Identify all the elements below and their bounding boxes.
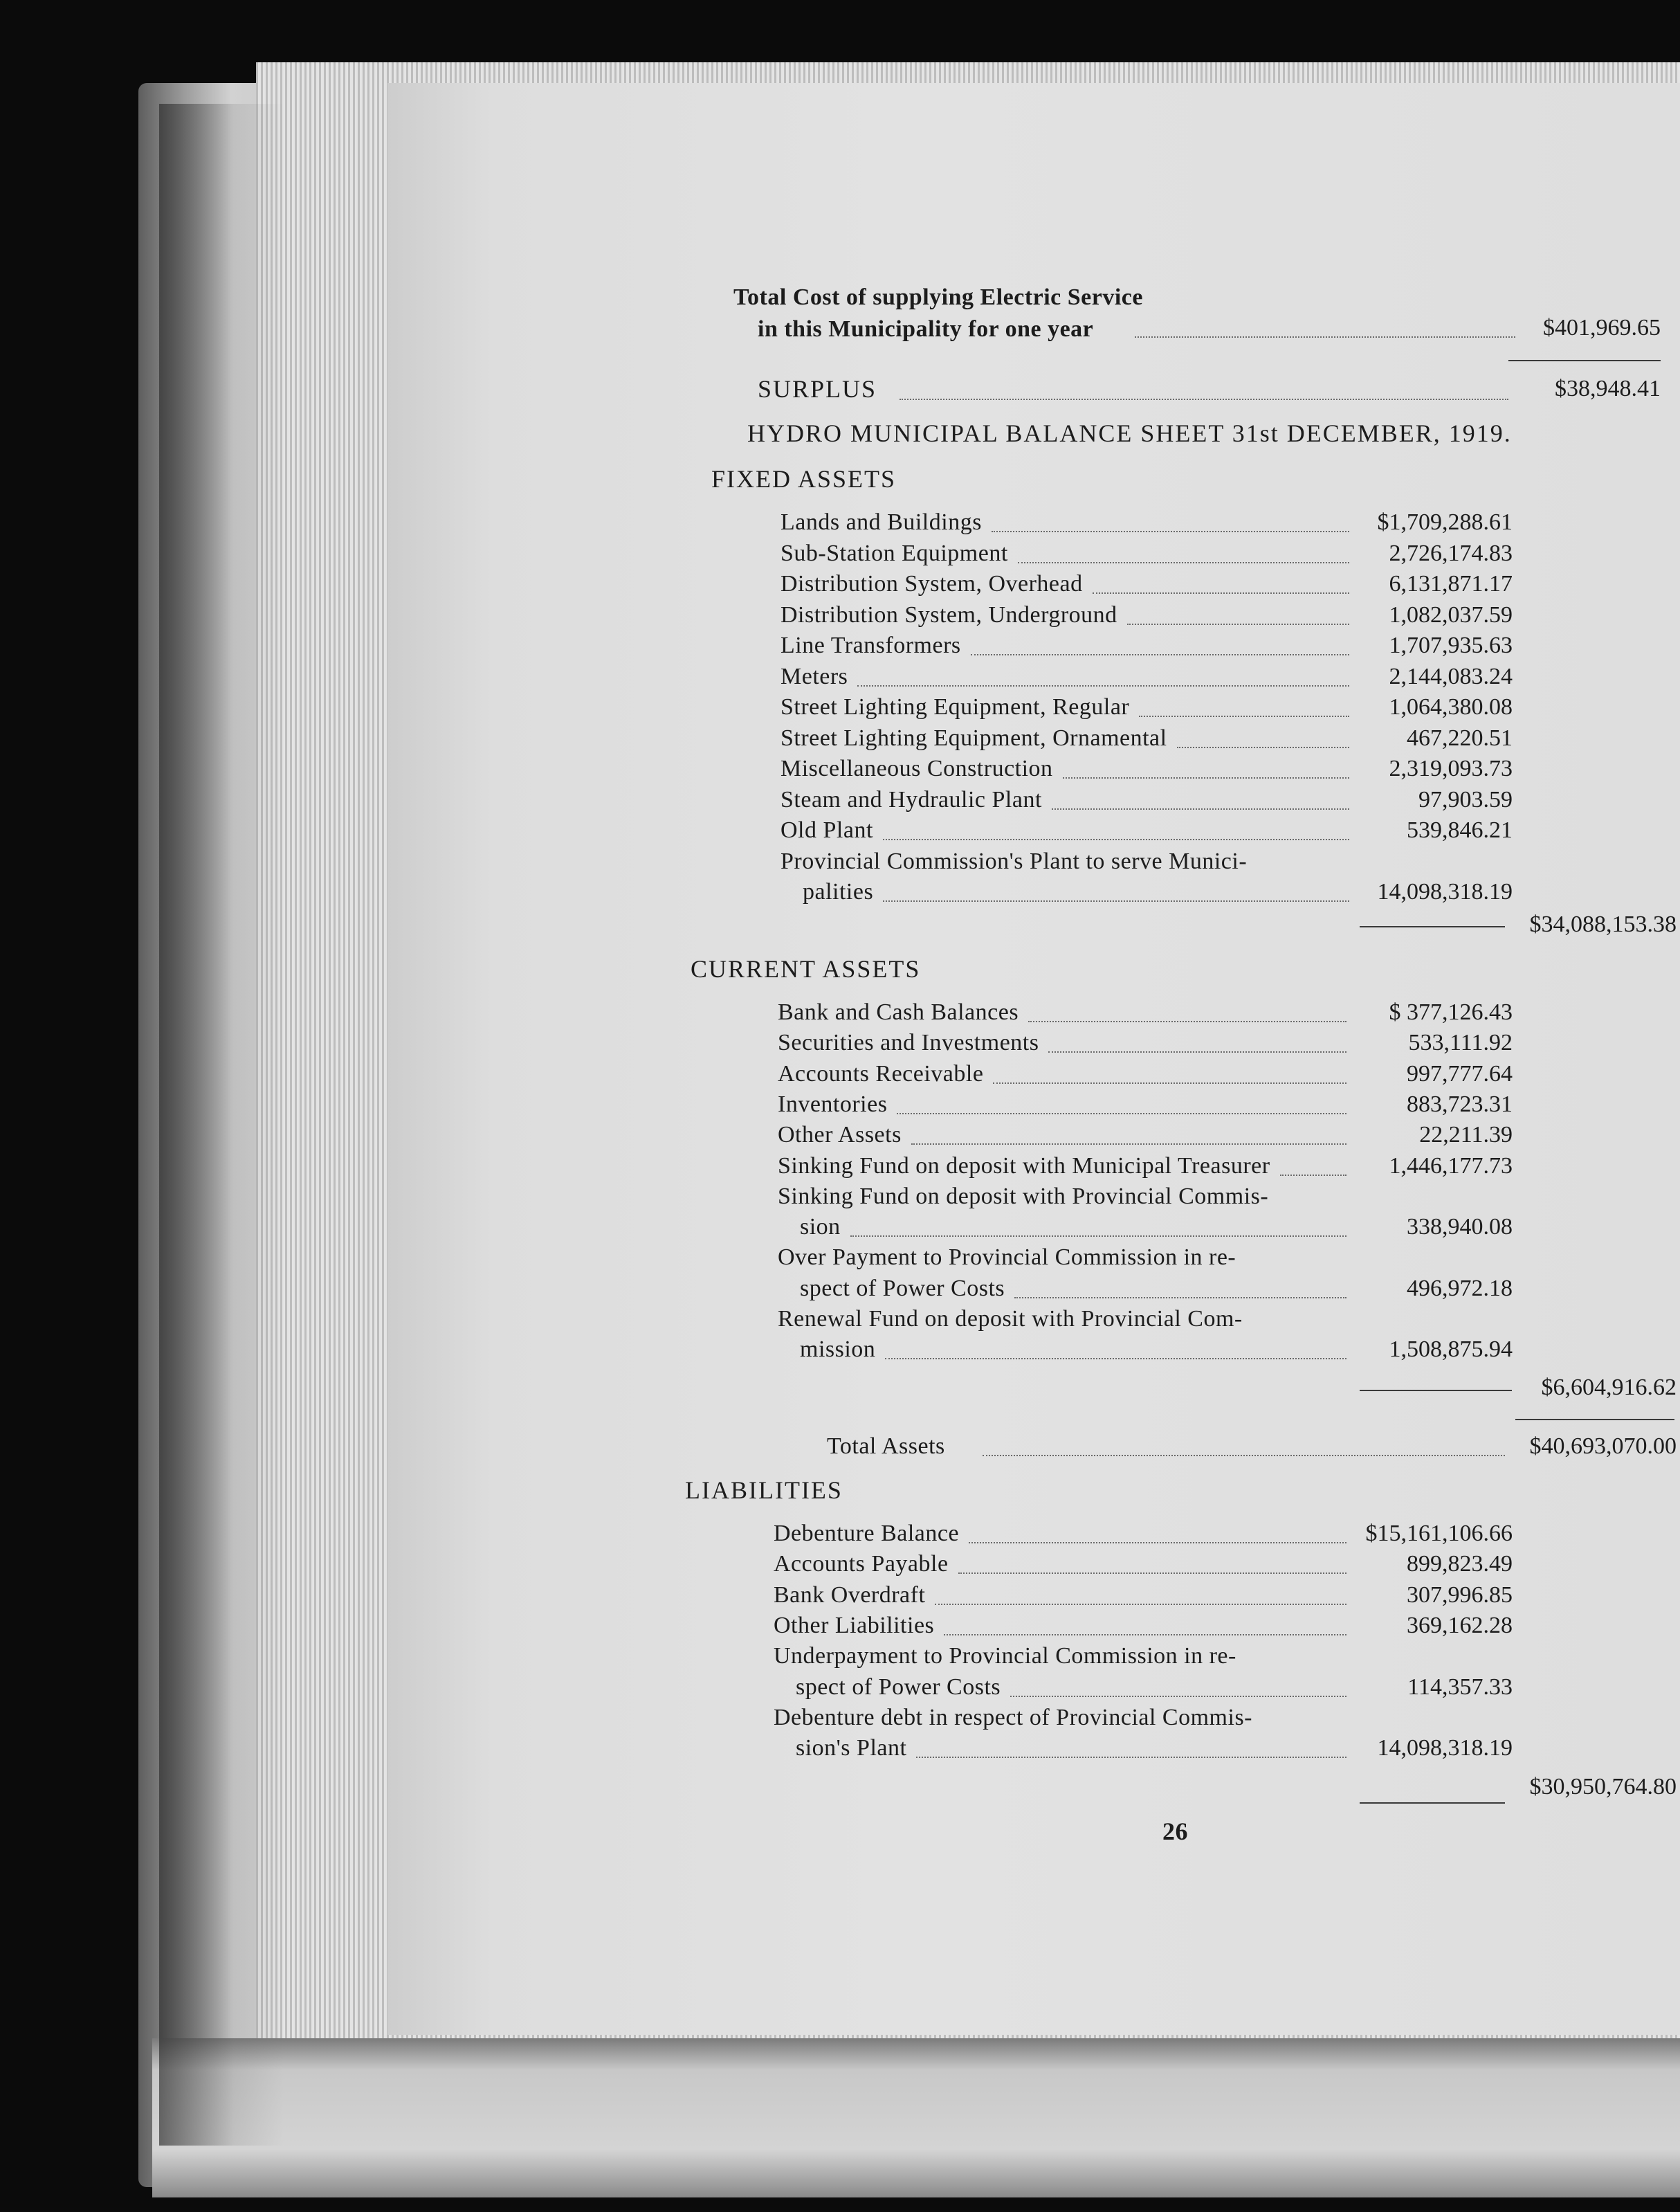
ledger-item-amount: 997,777.64 xyxy=(1407,1060,1513,1087)
ledger-item-amount: 97,903.59 xyxy=(1418,786,1513,813)
ledger-item-amount: 338,940.08 xyxy=(1407,1214,1513,1240)
ledger-item-amount: 539,846.21 xyxy=(1407,817,1513,843)
ledger-item-amount: 899,823.49 xyxy=(1407,1551,1513,1577)
leader-dots xyxy=(857,685,1349,687)
leader-dots xyxy=(850,1235,1346,1237)
leader-dots xyxy=(1135,336,1515,338)
page-title: HYDRO MUNICIPAL BALANCE SHEET 31st DECEMBER, 1919. xyxy=(747,419,1512,447)
leader-dots xyxy=(1127,624,1349,625)
ledger-item-label-continued: spect of Power Costs xyxy=(800,1275,1005,1301)
fixed-assets-total: $34,088,153.38 xyxy=(1529,912,1677,937)
ledger-item-label: Underpayment to Provincial Commission in re- xyxy=(774,1643,1236,1669)
current-assets-total: $6,604,916.62 xyxy=(1541,1375,1677,1400)
leader-dots xyxy=(897,1113,1346,1114)
ledger-item-label: Street Lighting Equipment, Ornamental xyxy=(780,725,1167,751)
ledger-item-label-continued: sion's Plant xyxy=(796,1735,907,1761)
leader-dots xyxy=(883,839,1349,840)
ledger-item-amount: 1,508,875.94 xyxy=(1389,1336,1513,1363)
ledger-item-label: Renewal Fund on deposit with Provincial Com- xyxy=(778,1306,1243,1332)
ledger-item-label: Line Transformers xyxy=(780,633,961,658)
total-assets-amount: $40,693,070.00 xyxy=(1529,1433,1677,1459)
ledger-item-label-continued: spect of Power Costs xyxy=(796,1674,1001,1700)
ledger-item-label: Accounts Receivable xyxy=(778,1060,984,1087)
subtotal-rule xyxy=(1360,1802,1505,1804)
leader-dots xyxy=(958,1572,1346,1574)
leader-dots xyxy=(969,1542,1346,1543)
ledger-item-label: Street Lighting Equipment, Regular xyxy=(780,694,1130,720)
leader-dots xyxy=(1052,808,1349,810)
ledger-item-label: Steam and Hydraulic Plant xyxy=(780,786,1042,813)
ledger-item-amount: 1,082,037.59 xyxy=(1389,601,1513,628)
ledger-item-label: Inventories xyxy=(778,1091,888,1117)
page-number: 26 xyxy=(1162,1817,1188,1845)
ledger-item-label-continued: mission xyxy=(800,1336,876,1363)
ledger-item-label-continued: palities xyxy=(803,879,874,905)
ledger-item-amount: 1,707,935.63 xyxy=(1389,633,1513,658)
cost-line-1: Total Cost of supplying Electric Service xyxy=(733,284,1143,310)
ledger-item-label: Old Plant xyxy=(780,817,873,843)
ledger-item-amount: 2,144,083.24 xyxy=(1389,663,1513,689)
ledger-item-amount: 467,220.51 xyxy=(1407,725,1513,751)
ledger-item-amount: 533,111.92 xyxy=(1408,1030,1513,1056)
current-assets-heading: CURRENT ASSETS xyxy=(691,955,921,983)
ledger-item-label: Lands and Buildings xyxy=(780,509,982,535)
liabilities-heading: LIABILITIES xyxy=(685,1476,843,1504)
ledger-item-label: Sinking Fund on deposit with Municipal Treasurer xyxy=(778,1152,1270,1179)
ledger-item-amount: $ 377,126.43 xyxy=(1389,999,1513,1025)
ledger-item-amount: 14,098,318.19 xyxy=(1377,1735,1513,1761)
ledger-item-label: Bank Overdraft xyxy=(774,1581,926,1608)
surplus-label: SURPLUS xyxy=(758,375,877,403)
leader-dots xyxy=(900,399,1508,400)
ledger-item-amount: 307,996.85 xyxy=(1407,1581,1513,1608)
ledger-item-label: Debenture debt in respect of Provincial Commis- xyxy=(774,1704,1252,1730)
ledger-item-amount: $1,709,288.61 xyxy=(1377,509,1513,535)
leader-dots xyxy=(883,900,1349,902)
leader-dots xyxy=(885,1358,1346,1359)
ledger-item-amount: 1,064,380.08 xyxy=(1389,694,1513,720)
ledger-item-label: Other Liabilities xyxy=(774,1612,935,1638)
ledger-item-label: Sinking Fund on deposit with Provincial Commis- xyxy=(778,1183,1269,1209)
leader-dots xyxy=(1048,1051,1346,1053)
sum-rule xyxy=(1508,360,1661,361)
ledger-item-label: Provincial Commission's Plant to serve Munici- xyxy=(780,848,1248,874)
ledger-item-label: Other Assets xyxy=(778,1122,902,1148)
ledger-item-amount: $15,161,106.66 xyxy=(1365,1521,1513,1546)
cost-line-2: in this Municipality for one year xyxy=(758,316,1094,342)
ledger-item-label: Distribution System, Underground xyxy=(780,601,1117,628)
ledger-item-amount: 114,357.33 xyxy=(1407,1674,1513,1700)
ledger-item-label-continued: sion xyxy=(800,1214,841,1240)
leader-dots xyxy=(1280,1175,1346,1176)
leader-dots xyxy=(944,1634,1346,1635)
leader-dots xyxy=(916,1757,1346,1758)
ledger-item-label: Debenture Balance xyxy=(774,1521,960,1546)
ledger-item-label: Miscellaneous Construction xyxy=(780,756,1053,781)
leader-dots xyxy=(992,531,1349,532)
ledger-item-amount: 2,319,093.73 xyxy=(1389,756,1513,781)
leader-dots xyxy=(1018,562,1349,563)
ledger-item-amount: 14,098,318.19 xyxy=(1377,879,1513,905)
leader-dots xyxy=(993,1082,1346,1084)
ledger-item-amount: 883,723.31 xyxy=(1407,1091,1513,1117)
liabilities-total: $30,950,764.80 xyxy=(1529,1774,1677,1799)
ledger-item-label: Distribution System, Overhead xyxy=(780,571,1083,597)
leader-dots xyxy=(1177,747,1349,748)
ledger-item-amount: 22,211.39 xyxy=(1419,1122,1513,1148)
ledger-item-label: Sub-Station Equipment xyxy=(780,540,1008,566)
subtotal-rule xyxy=(1360,926,1505,927)
ledger-item-amount: 496,972.18 xyxy=(1407,1275,1513,1301)
ledger-item-label: Securities and Investments xyxy=(778,1030,1039,1056)
leader-dots xyxy=(1139,716,1349,717)
leader-dots xyxy=(935,1604,1346,1605)
leader-dots xyxy=(1093,592,1349,594)
ledger-item-label: Accounts Payable xyxy=(774,1551,949,1577)
ledger-item-amount: 6,131,871.17 xyxy=(1389,571,1513,597)
fixed-assets-heading: FIXED ASSETS xyxy=(711,465,897,493)
sum-rule xyxy=(1515,1419,1674,1420)
leader-dots xyxy=(1010,1696,1346,1697)
surplus-amount: $38,948.41 xyxy=(1555,376,1661,401)
ledger-item-amount: 1,446,177.73 xyxy=(1389,1152,1513,1179)
ledger-item-amount: 369,162.28 xyxy=(1407,1612,1513,1638)
leader-dots xyxy=(1028,1021,1346,1022)
ledger-item-label: Meters xyxy=(780,663,848,689)
leader-dots xyxy=(1014,1297,1346,1298)
total-assets-label: Total Assets xyxy=(827,1433,945,1459)
leader-dots xyxy=(971,654,1349,655)
subtotal-rule xyxy=(1360,1390,1512,1391)
leader-dots xyxy=(1063,777,1349,779)
cost-amount: $401,969.65 xyxy=(1543,315,1661,341)
ledger-item-amount: 2,726,174.83 xyxy=(1389,540,1513,566)
ledger-item-label: Bank and Cash Balances xyxy=(778,999,1019,1025)
leader-dots xyxy=(983,1455,1505,1456)
ledger-item-label: Over Payment to Provincial Commission in re- xyxy=(778,1244,1236,1271)
leader-dots xyxy=(911,1143,1346,1145)
